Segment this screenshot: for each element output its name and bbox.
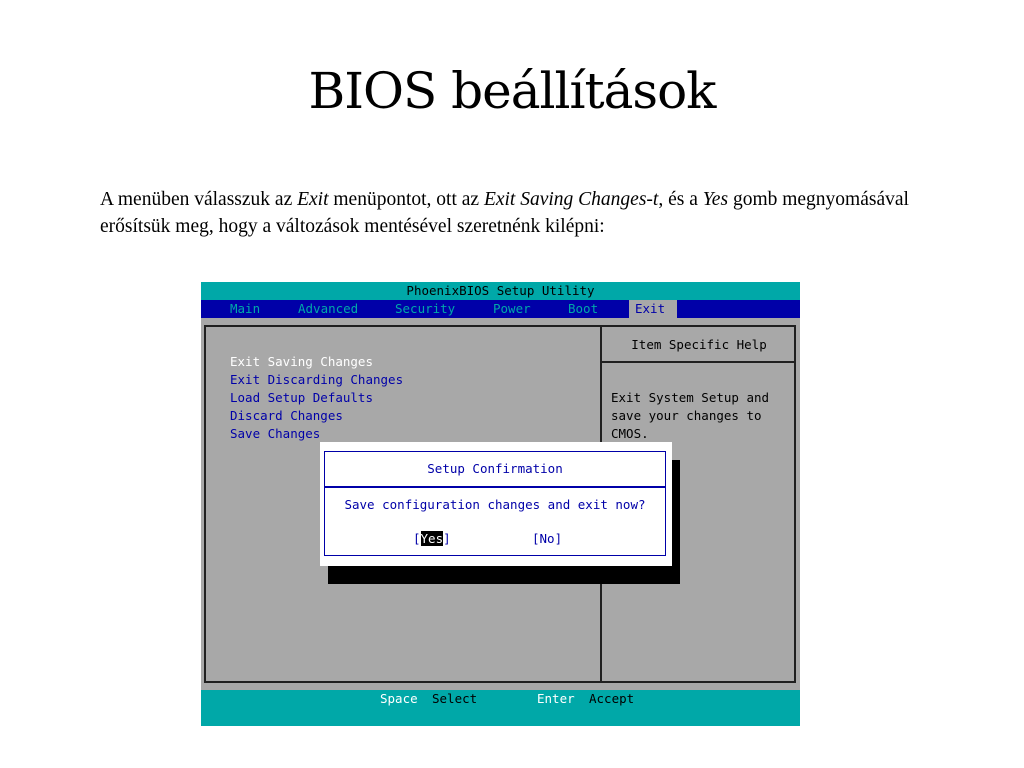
slide-title: BIOS beállítások: [308, 62, 716, 120]
dialog-title: Setup Confirmation: [427, 461, 563, 476]
bios-screenshot: [201, 282, 800, 726]
footer-key-enter: Enter: [537, 691, 575, 706]
footer-key-space: Space: [380, 691, 418, 706]
exit-options-list: [230, 353, 403, 443]
option-exit-saving-changes[interactable]: Exit Saving Changes: [230, 354, 373, 369]
yes-bracket-open: [: [413, 531, 421, 546]
yes-button[interactable]: [413, 531, 451, 546]
intro-yes-term: Yes: [702, 189, 729, 210]
intro-exit-saving-term: Exit Saving Changes-t: [483, 189, 659, 210]
intro-text-4: gomb megnyomásával erősítsük meg, hogy a változások mentésével szeretnénk kilépni:: [100, 189, 909, 237]
help-panel-title: Item Specific Help: [631, 337, 767, 352]
menu-advanced[interactable]: Advanced: [298, 301, 359, 316]
intro-text-2: menüpontot, ott az: [328, 189, 484, 210]
help-panel-text: Exit System Setup and save your changes to CMOS.: [611, 390, 770, 441]
option-load-setup-defaults[interactable]: Load Setup Defaults: [230, 390, 373, 405]
menu-boot[interactable]: Boot: [568, 301, 599, 316]
menu-main[interactable]: Main: [230, 301, 261, 316]
bios-footer-bar: [201, 690, 800, 726]
intro-text-3: , és a: [658, 189, 703, 210]
bios-menu-bar: [201, 300, 800, 318]
intro-text-1: A menüben válasszuk az: [100, 189, 298, 210]
dialog-question: Save configuration changes and exit now?: [344, 497, 646, 512]
menu-power[interactable]: Power: [493, 301, 531, 316]
bios-title-bar: PhoenixBIOS Setup Utility: [201, 282, 800, 300]
menu-exit[interactable]: Exit: [629, 300, 677, 318]
setup-confirmation-dialog: [320, 442, 672, 566]
menu-security[interactable]: Security: [395, 301, 456, 316]
footer-desc-accept: Accept: [589, 691, 635, 706]
no-button[interactable]: [No]: [532, 531, 563, 546]
intro-paragraph: [100, 186, 930, 240]
intro-exit-term: Exit: [297, 189, 329, 210]
dialog-border: [324, 451, 666, 556]
dialog-separator: [325, 486, 665, 488]
yes-bracket-close: ]: [443, 531, 451, 546]
option-exit-discarding-changes[interactable]: Exit Discarding Changes: [230, 372, 404, 387]
option-discard-changes[interactable]: Discard Changes: [230, 408, 343, 423]
yes-button-label: Yes: [420, 531, 444, 546]
help-title-divider: [602, 361, 796, 363]
option-save-changes[interactable]: Save Changes: [230, 426, 321, 441]
footer-desc-select: Select: [432, 691, 478, 706]
